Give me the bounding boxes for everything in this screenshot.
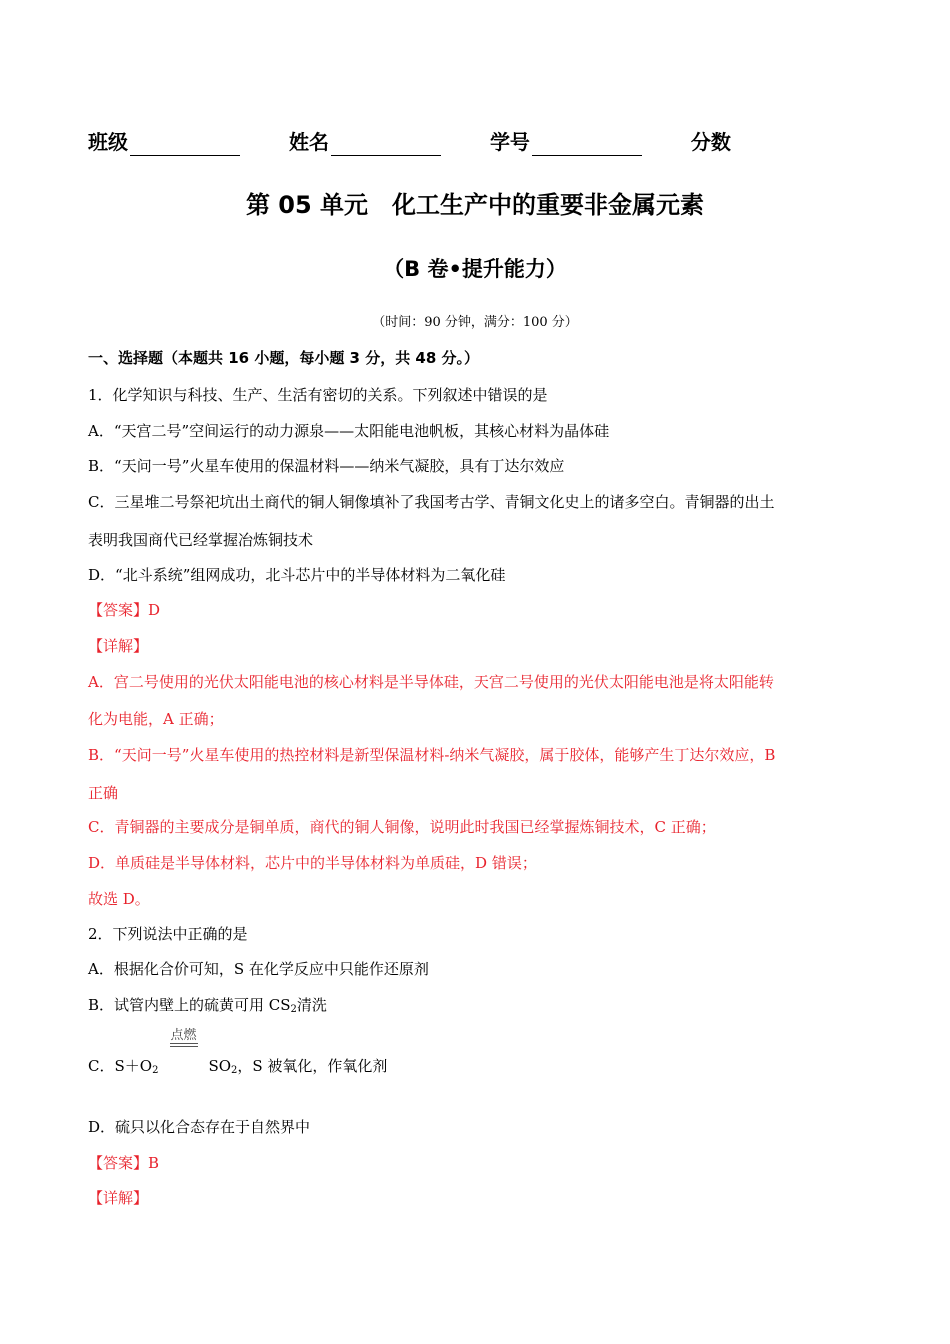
q1-detail-heading: 【详解】 xyxy=(88,637,149,655)
equals-line-bottom xyxy=(170,1046,198,1047)
q2-option-d: D．硫只以化合态存在于自然界中 xyxy=(88,1118,311,1136)
section-heading: 一、选择题（本题共 16 小题，每小题 3 分，共 48 分。） xyxy=(88,349,480,367)
q1-explain-a-line1: A．宫二号使用的光伏太阳能电池的核心材料是半导体硅，天宫二号使用的光伏太阳能电池是将太阳能转 xyxy=(88,673,774,691)
q1-stem: 1．化学知识与科技、生产、生活有密切的关系。下列叙述中错误的是 xyxy=(88,386,548,404)
name-blank xyxy=(331,133,441,156)
page-subtitle: （B 卷•提升能力） xyxy=(383,257,567,281)
id-label: 学号 xyxy=(489,130,530,154)
q2-option-b-text: B．试管内壁上的硫黄可用 CS xyxy=(88,996,291,1014)
q1-explain-d: D．单质硅是半导体材料，芯片中的半导体材料为单质硅，D 错误； xyxy=(88,854,537,872)
q1-option-c-line1: C．三星堆二号祭祀坑出土商代的铜人铜像填补了我国考古学、青铜文化史上的诸多空白。青铜器的出土 xyxy=(88,493,775,511)
q2-option-b xyxy=(88,994,863,1021)
score-label: 分数 xyxy=(690,130,731,154)
class-field xyxy=(88,128,240,156)
equals-line-top xyxy=(170,1043,198,1044)
name-field xyxy=(289,128,441,156)
q1-explain-c: C．青铜器的主要成分是铜单质，商代的铜人铜像，说明此时我国已经掌握炼铜技术，C 正确； xyxy=(88,818,716,836)
q2-detail-heading: 【详解】 xyxy=(88,1189,149,1207)
q1-option-d: D．“北斗系统”组网成功，北斗芯片中的半导体材料为二氧化硅 xyxy=(88,566,506,584)
q2-option-c-subscript-o2: 2 xyxy=(152,1065,159,1076)
reaction-arrow xyxy=(158,1028,208,1077)
student-info-row xyxy=(88,128,731,156)
class-label: 班级 xyxy=(88,130,128,154)
q1-option-a: A．“天宫二号”空间运行的动力源泉——太阳能电池帆板，其核心材料为晶体硅 xyxy=(88,422,610,440)
q2-answer: 【答案】B xyxy=(88,1154,160,1172)
q1-explain-a-line2: 化为电能，A 正确； xyxy=(88,710,224,728)
q2-option-c xyxy=(88,1028,863,1082)
q1-explain-b-line2: 正确 xyxy=(88,784,119,802)
q2-option-c-product: SO xyxy=(208,1057,232,1075)
page-title: 第 05 单元 化工生产中的重要非金属元素 xyxy=(245,191,705,219)
reaction-condition: 点燃 xyxy=(170,1028,197,1043)
q2-option-a: A．根据化合价可知，S 在化学反应中只能作还原剂 xyxy=(88,960,429,978)
time-note: （时间：90 分钟，满分：100 分） xyxy=(372,315,578,330)
id-field xyxy=(490,128,642,156)
q1-explain-b-line1: B．“天问一号”火星车使用的热控材料是新型保温材料-纳米气凝胶，属于胶体，能够产生丁达尔效应，B xyxy=(88,746,776,764)
class-blank xyxy=(130,133,240,156)
name-label: 姓名 xyxy=(288,130,329,154)
q1-option-b: B．“天问一号”火星车使用的保温材料——纳米气凝胶，具有丁达尔效应 xyxy=(88,457,565,475)
q2-option-b-subscript: 2 xyxy=(290,1004,297,1015)
q1-option-c-line2: 表明我国商代已经掌握冶炼铜技术 xyxy=(88,531,314,549)
id-blank xyxy=(532,133,642,156)
q2-option-c-subscript-so2: 2 xyxy=(231,1065,238,1076)
q2-option-b-suffix: 清洗 xyxy=(296,996,327,1014)
q2-stem: 2．下列说法中正确的是 xyxy=(88,925,248,943)
score-field xyxy=(691,128,731,156)
q2-option-c-suffix: ，S 被氧化，作氧化剂 xyxy=(237,1057,388,1075)
q1-conclusion: 故选 D。 xyxy=(88,890,150,908)
q1-answer: 【答案】D xyxy=(88,601,161,619)
q2-option-c-text: C．S＋O xyxy=(88,1057,153,1075)
